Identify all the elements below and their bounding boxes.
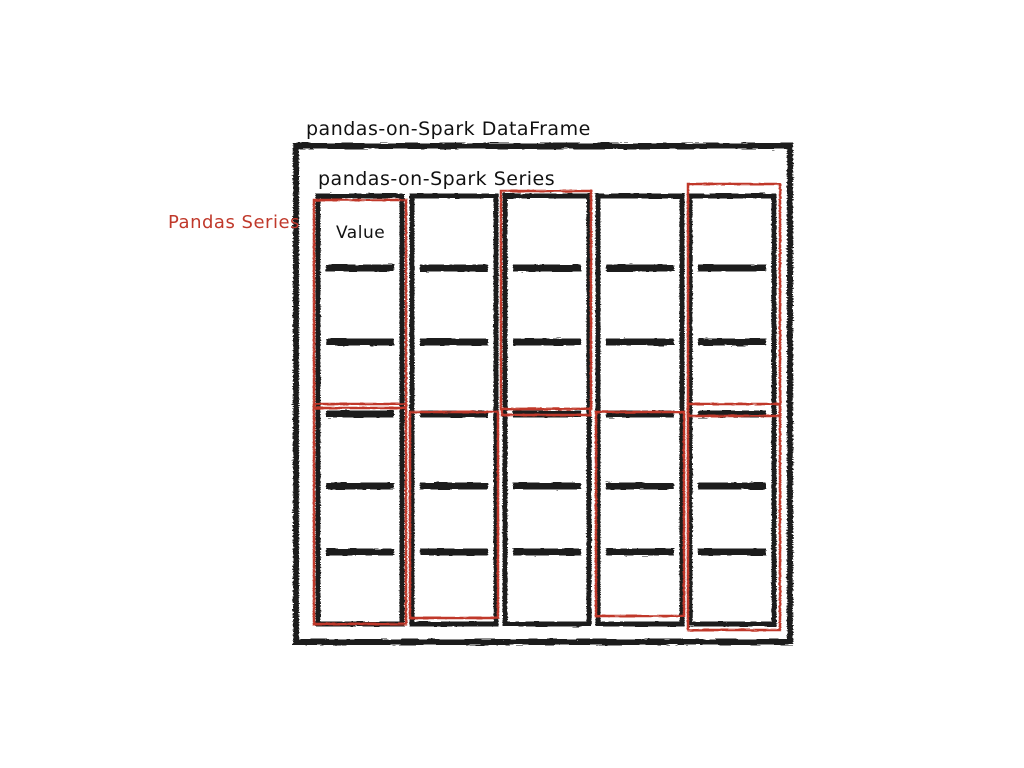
pandas-series-title: Pandas Series	[168, 212, 300, 233]
value-label: Value	[336, 223, 386, 243]
series-column-1	[412, 196, 496, 624]
series-column-0	[318, 196, 402, 624]
pandas-series-overlays	[314, 191, 684, 624]
series-column-3	[598, 196, 682, 624]
dataframe-outer-box	[296, 146, 790, 642]
spark-series-overlay	[688, 184, 780, 630]
spark-series-title: pandas-on-Spark Series	[318, 168, 556, 190]
series-column-4	[690, 196, 774, 624]
dataframe-title: pandas-on-Spark DataFrame	[306, 118, 591, 140]
